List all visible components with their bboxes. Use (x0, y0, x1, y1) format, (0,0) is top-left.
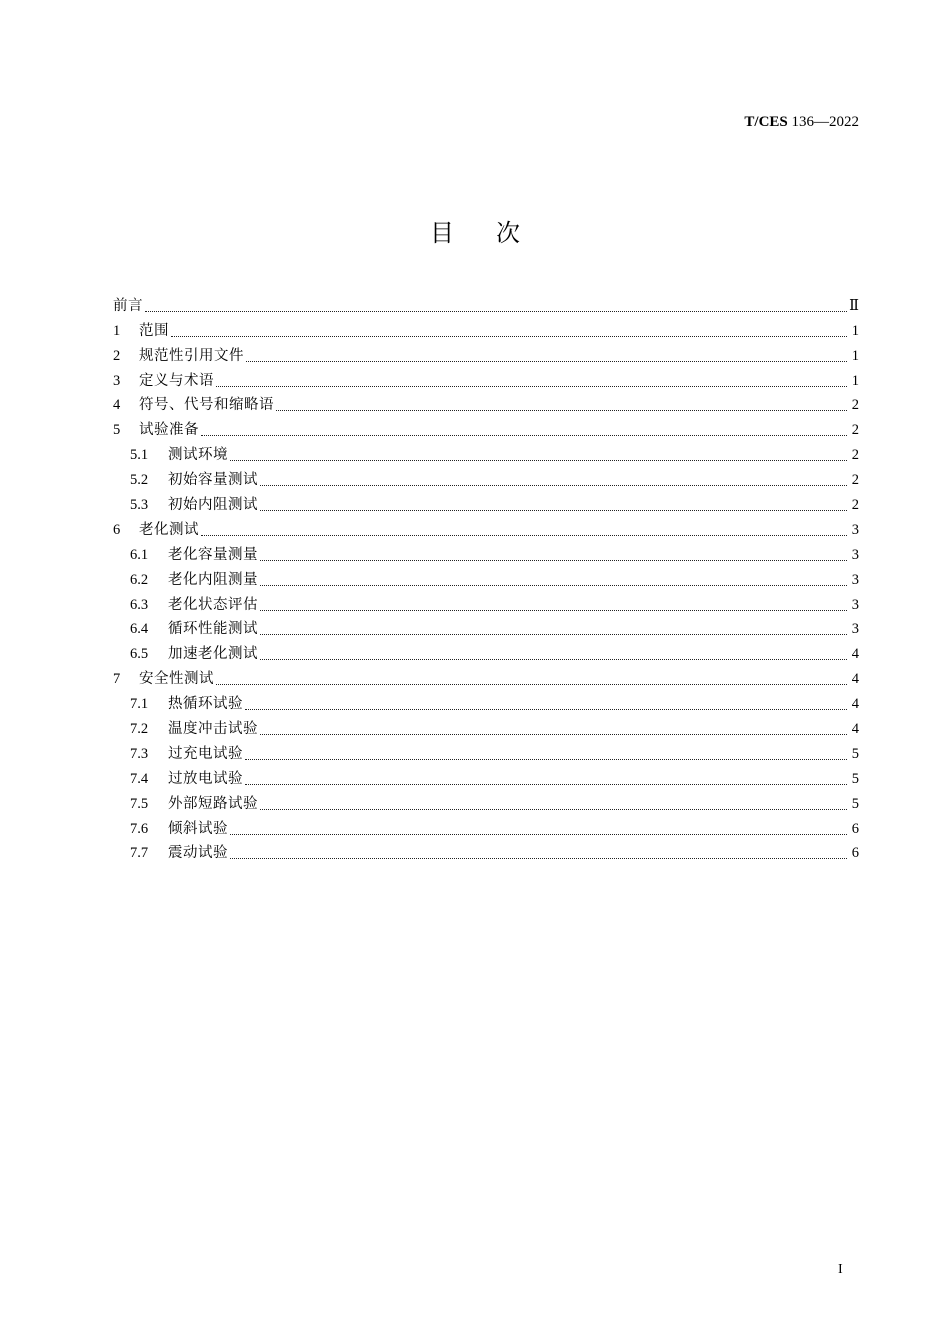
toc-entry[interactable] (113, 839, 859, 864)
toc-entry[interactable] (113, 391, 859, 416)
table-of-contents (113, 291, 859, 863)
toc-entry-number: 3 (113, 372, 121, 389)
toc-dot-leader (230, 833, 847, 835)
toc-dot-leader (201, 434, 847, 436)
toc-dot-leader (260, 584, 847, 586)
toc-entry-number: 6.1 (130, 546, 149, 563)
toc-entry-number: 6.3 (130, 596, 149, 613)
toc-entry-number: 6.2 (130, 571, 149, 588)
toc-dot-leader (245, 783, 847, 785)
toc-dot-leader (260, 733, 847, 735)
toc-entry-label: 加速老化测试 (168, 646, 258, 663)
toc-entry-number: 4 (113, 397, 121, 414)
toc-entry[interactable] (113, 689, 859, 714)
toc-entry-label: 安全性测试 (139, 671, 214, 688)
toc-entry[interactable] (113, 714, 859, 739)
toc-entry[interactable] (113, 341, 859, 366)
toc-dot-leader (171, 335, 847, 337)
toc-entry-number: 7 (113, 671, 121, 688)
toc-entry-number: 7.2 (130, 721, 149, 738)
toc-entry[interactable] (113, 565, 859, 590)
toc-entry[interactable] (113, 316, 859, 341)
toc-entry-number: 7.5 (130, 795, 149, 812)
toc-dot-leader (145, 310, 847, 312)
toc-entry[interactable] (113, 739, 859, 764)
toc-entry-page: Ⅱ (849, 297, 859, 314)
toc-entry[interactable] (113, 291, 859, 316)
toc-entry-label: 老化状态评估 (168, 596, 258, 613)
toc-entry[interactable] (113, 590, 859, 615)
toc-entry-label: 震动试验 (168, 845, 228, 862)
toc-entry[interactable] (113, 465, 859, 490)
toc-entry-label: 外部短路试验 (168, 795, 258, 812)
toc-entry[interactable] (113, 515, 859, 540)
toc-entry-number: 6.4 (130, 621, 149, 638)
toc-dot-leader (260, 559, 847, 561)
toc-entry-page: 6 (851, 820, 859, 837)
toc-entry-page: 4 (851, 671, 859, 688)
toc-entry-page: 3 (851, 621, 859, 638)
toc-entry[interactable] (113, 540, 859, 565)
toc-dot-leader (216, 683, 847, 685)
toc-entry-page: 4 (851, 721, 859, 738)
standard-code (744, 114, 859, 131)
toc-entry-label: 循环性能测试 (168, 621, 258, 638)
toc-dot-leader (260, 658, 847, 660)
toc-entry-page: 1 (851, 322, 859, 339)
toc-entry-page: 4 (851, 696, 859, 713)
toc-dot-leader (260, 808, 847, 810)
toc-entry-number: 5.1 (130, 447, 149, 464)
toc-entry-label: 规范性引用文件 (139, 347, 244, 364)
toc-entry-number: 2 (113, 347, 121, 364)
toc-entry-number: 7.4 (130, 770, 149, 787)
toc-entry-page: 3 (851, 571, 859, 588)
toc-dot-leader (245, 708, 847, 710)
toc-dot-leader (276, 409, 847, 411)
toc-entry-page: 5 (851, 770, 859, 787)
toc-entry-number: 5.2 (130, 472, 149, 489)
toc-entry-label: 测试环境 (168, 447, 228, 464)
standard-code-prefix: T/CES (744, 114, 788, 130)
toc-dot-leader (230, 857, 847, 859)
toc-entry-number: 7.1 (130, 696, 149, 713)
toc-dot-leader (201, 534, 847, 536)
toc-entry-page: 4 (851, 646, 859, 663)
toc-entry-number: 1 (113, 322, 121, 339)
toc-entry-number: 6 (113, 521, 121, 538)
toc-entry-label: 初始容量测试 (168, 472, 258, 489)
toc-entry-page: 2 (851, 497, 859, 514)
toc-entry[interactable] (113, 615, 859, 640)
toc-entry-page: 3 (851, 546, 859, 563)
toc-entry[interactable] (113, 415, 859, 440)
toc-entry-number: 7.6 (130, 820, 149, 837)
toc-entry-label: 前言 (113, 297, 143, 314)
toc-dot-leader (216, 385, 847, 387)
toc-entry[interactable] (113, 639, 859, 664)
toc-entry[interactable] (113, 440, 859, 465)
page-title: 目次 (430, 219, 562, 247)
toc-entry-label: 符号、代号和缩略语 (139, 397, 274, 414)
toc-entry-page: 1 (851, 372, 859, 389)
toc-entry-label: 定义与术语 (139, 372, 214, 389)
toc-dot-leader (260, 484, 847, 486)
toc-entry[interactable] (113, 789, 859, 814)
toc-entry-label: 温度冲击试验 (168, 721, 258, 738)
toc-entry[interactable] (113, 366, 859, 391)
toc-entry-number: 5 (113, 422, 121, 439)
toc-entry-label: 过充电试验 (168, 745, 243, 762)
toc-entry-page: 3 (851, 596, 859, 613)
toc-entry-label: 过放电试验 (168, 770, 243, 787)
toc-entry-page: 5 (851, 745, 859, 762)
toc-entry-label: 老化内阻测量 (168, 571, 258, 588)
toc-dot-leader (260, 609, 847, 611)
toc-entry[interactable] (113, 814, 859, 839)
toc-entry[interactable] (113, 764, 859, 789)
toc-entry-page: 2 (851, 472, 859, 489)
toc-entry-number: 7.3 (130, 745, 149, 762)
toc-entry-label: 试验准备 (139, 422, 199, 439)
toc-dot-leader (260, 633, 847, 635)
toc-entry-label: 热循环试验 (168, 696, 243, 713)
toc-entry-number: 6.5 (130, 646, 149, 663)
toc-entry-page: 6 (851, 845, 859, 862)
toc-entry-page: 5 (851, 795, 859, 812)
toc-dot-leader (230, 459, 847, 461)
toc-entry-label: 倾斜试验 (168, 820, 228, 837)
toc-entry-label: 范围 (139, 322, 169, 339)
page-number: I (838, 1262, 843, 1277)
toc-entry-page: 2 (851, 397, 859, 414)
toc-entry-label: 老化测试 (139, 521, 199, 538)
toc-entry-number: 7.7 (130, 845, 149, 862)
toc-dot-leader (246, 360, 847, 362)
toc-entry-page: 3 (851, 521, 859, 538)
toc-entry[interactable] (113, 664, 859, 689)
toc-entry-page: 1 (851, 347, 859, 364)
toc-entry-label: 初始内阻测试 (168, 497, 258, 514)
toc-dot-leader (260, 509, 847, 511)
toc-dot-leader (245, 758, 847, 760)
toc-entry-number: 5.3 (130, 497, 149, 514)
toc-entry-page: 2 (851, 422, 859, 439)
standard-code-number: 136—2022 (791, 114, 859, 130)
toc-entry[interactable] (113, 490, 859, 515)
toc-entry-page: 2 (851, 447, 859, 464)
toc-entry-label: 老化容量测量 (168, 546, 258, 563)
